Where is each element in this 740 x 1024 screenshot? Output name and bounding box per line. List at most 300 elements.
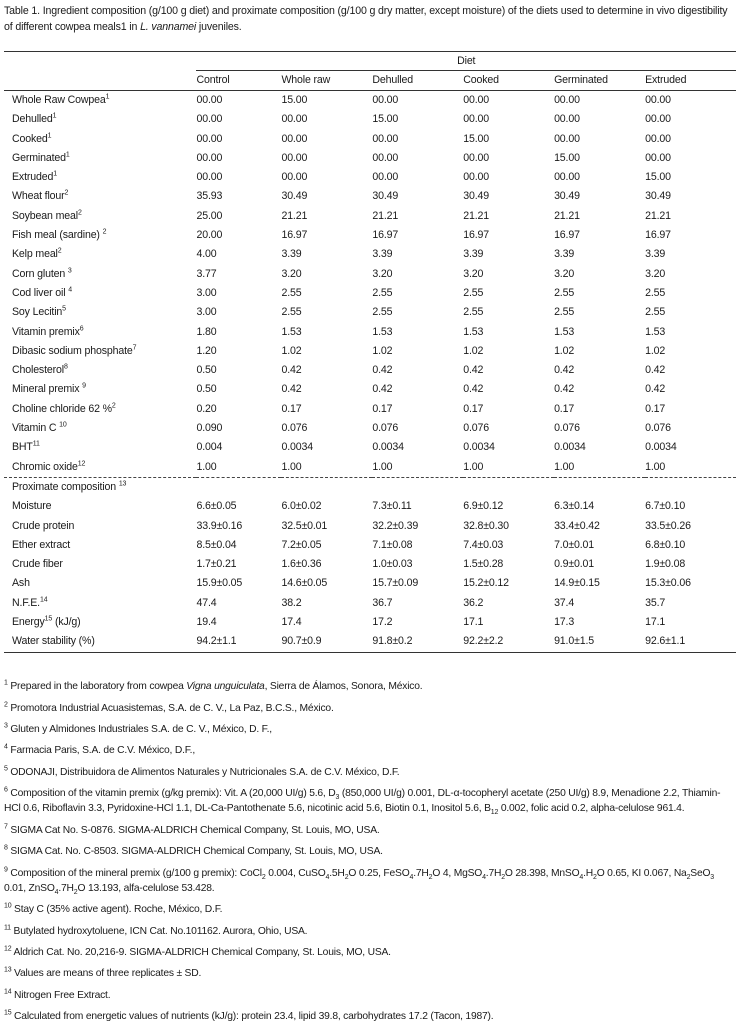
table-cell: 1.53 bbox=[554, 325, 575, 338]
footnote-7 bbox=[4, 823, 736, 838]
row-label bbox=[4, 207, 196, 226]
footnote-text: 0.004, CuSO bbox=[265, 867, 326, 879]
table-cell: 17.3 bbox=[554, 616, 575, 629]
proximate-row bbox=[4, 632, 736, 652]
row-label bbox=[4, 594, 196, 613]
footnote-subscript: 2 bbox=[501, 873, 505, 881]
table-cell: 00.00 bbox=[645, 132, 671, 145]
table-cell: 1.7±0.21 bbox=[196, 558, 237, 571]
table-cell: 1.9±0.08 bbox=[645, 558, 686, 571]
row-label bbox=[4, 361, 196, 380]
ingredient-row bbox=[4, 265, 736, 284]
footnote-text: .7H bbox=[413, 867, 429, 879]
caption-text: Table 1. Ingredient composition (g/100 g diet) and proximate composition (g/100 g dry matter, except moisture) of the diets used to determine in vivo digestibility of different cowpea meals1 in bbox=[4, 5, 728, 33]
row-label-text: Crude protein bbox=[12, 519, 75, 532]
table-cell: 16.97 bbox=[281, 229, 308, 242]
footnote-text: (850,000 UI/g) 0.001, DL-α-tocopheryl acetate (250 UI/g) 8.9, Menadione 2.2, Thiamin-HCl 0.6, Riboflavin 3.3, Pyridoxine-HCl 1.1, DL-Ca-Pantothenate 5.6, nicotinic acid 5.6, Biotin 0.1, Inositol 5.6, B bbox=[4, 788, 721, 815]
footnote-text: O 4, MgSO bbox=[432, 867, 483, 879]
table-cell: 00.00 bbox=[281, 151, 308, 164]
footnote-subscript: 2 bbox=[344, 873, 349, 881]
proximate-header-text: Proximate composition bbox=[12, 480, 119, 493]
footnotes bbox=[4, 673, 736, 1024]
ingredient-row bbox=[4, 130, 736, 149]
table-cell: 35.7 bbox=[645, 596, 666, 609]
footnote-text: Composition of the mineral premix (g/100 g premix): CoCl bbox=[7, 867, 262, 879]
footnote-subscript: 12 bbox=[490, 809, 499, 817]
row-label-text: Germinated bbox=[12, 151, 66, 164]
proximate-row bbox=[4, 555, 736, 574]
footnote-text: SIGMA Cat. No. C-8503. SIGMA-ALDRICH Chemical Company, St. Louis, MO, USA. bbox=[7, 846, 383, 858]
table-cell: 0.076 bbox=[463, 422, 489, 435]
footnote-mark: 14 bbox=[4, 988, 12, 996]
row-label bbox=[4, 517, 196, 536]
footnote-subscript: 3 bbox=[335, 794, 340, 802]
table-cell: 35.93 bbox=[196, 190, 223, 203]
table-cell: 3.20 bbox=[645, 267, 666, 280]
table-cell: 0.0034 bbox=[554, 441, 586, 454]
footnote-text: .H bbox=[583, 867, 593, 879]
footnote-text: .7H bbox=[58, 882, 74, 894]
footnote-subscript: 4 bbox=[579, 873, 584, 881]
ingredient-row bbox=[4, 323, 736, 342]
table-cell: 17.4 bbox=[281, 616, 302, 629]
footnote-mark: 11 bbox=[4, 924, 11, 932]
footnote-text: O 28.398, MnSO bbox=[504, 867, 580, 879]
table-cell: 3.00 bbox=[196, 306, 217, 319]
row-label-footnote: 2 bbox=[111, 402, 116, 410]
table-caption bbox=[4, 3, 736, 35]
row-label-footnote: 11 bbox=[32, 440, 40, 448]
row-label-text: Wheat flour bbox=[12, 190, 65, 203]
table-cell: 25.00 bbox=[196, 209, 223, 222]
table-cell: 15.2±0.12 bbox=[463, 577, 509, 590]
footnote-mark: 8 bbox=[4, 844, 8, 852]
table-cell: 15.00 bbox=[645, 171, 671, 184]
table-cell: 3.39 bbox=[372, 248, 393, 261]
row-label-footnote: 1 bbox=[52, 112, 57, 120]
table-cell: 0.090 bbox=[196, 422, 223, 435]
table-cell: 00.00 bbox=[372, 132, 399, 145]
ingredient-row bbox=[4, 187, 736, 206]
table-cell: 0.0034 bbox=[372, 441, 404, 454]
table-cell: 33.4±0.42 bbox=[554, 519, 600, 532]
ingredient-row bbox=[4, 361, 736, 380]
table-cell: 00.00 bbox=[281, 132, 308, 145]
table-cell: 0.42 bbox=[281, 364, 302, 377]
table-cell: 8.5±0.04 bbox=[196, 538, 237, 551]
table-cell: 3.39 bbox=[554, 248, 575, 261]
column-header-row bbox=[4, 71, 736, 91]
table-cell: 16.97 bbox=[554, 229, 580, 242]
row-label-text: Choline chloride 62 % bbox=[12, 402, 112, 415]
table-cell: 15.9±0.05 bbox=[196, 577, 243, 590]
row-label-footnote: 3 bbox=[67, 267, 72, 275]
table-cell: 3.20 bbox=[463, 267, 484, 280]
table-cell: 7.4±0.03 bbox=[463, 538, 504, 551]
row-label-footnote: 6 bbox=[79, 325, 84, 333]
table-cell: 6.7±0.10 bbox=[645, 500, 686, 513]
table-cell: 91.8±0.2 bbox=[372, 632, 463, 652]
ingredient-row bbox=[4, 91, 736, 111]
table-cell: 94.2±1.1 bbox=[196, 632, 281, 652]
proximate-row bbox=[4, 517, 736, 536]
row-label-text: Cholesterol bbox=[12, 364, 64, 377]
column-header: Dehulled bbox=[372, 71, 463, 91]
table-cell: 30.49 bbox=[463, 190, 489, 203]
row-label bbox=[4, 303, 196, 322]
row-label-text: Energy bbox=[12, 616, 45, 629]
row-label-footnote: 1 bbox=[53, 170, 57, 178]
table-cell: 16.97 bbox=[463, 229, 489, 242]
table-cell: 6.0±0.02 bbox=[281, 500, 322, 513]
table-cell: 15.00 bbox=[463, 132, 489, 145]
row-label-text: BHT bbox=[12, 441, 33, 454]
footnote-text: O 13.193, alfa-celulose 53.428. bbox=[77, 882, 215, 894]
table-cell: 7.0±0.01 bbox=[554, 538, 595, 551]
row-label bbox=[4, 226, 196, 245]
footnote-species: Vigna unguiculata bbox=[186, 681, 265, 693]
table-cell: 00.00 bbox=[196, 171, 223, 184]
table-cell: 1.53 bbox=[645, 325, 666, 338]
table-cell: 00.00 bbox=[463, 151, 489, 164]
table-cell: 7.1±0.08 bbox=[372, 538, 413, 551]
row-label bbox=[4, 168, 196, 187]
proximate-header-row bbox=[4, 477, 736, 497]
table-cell: 0.004 bbox=[196, 441, 223, 454]
footnote-mark: 1 bbox=[4, 679, 8, 687]
table-cell: 21.21 bbox=[554, 209, 580, 222]
table-cell: 3.00 bbox=[196, 286, 217, 299]
table-cell: 6.8±0.10 bbox=[645, 538, 686, 551]
footnote-2 bbox=[4, 701, 736, 716]
header-blank bbox=[4, 52, 196, 71]
table-cell: 32.2±0.39 bbox=[372, 519, 419, 532]
row-label-footnote: 8 bbox=[63, 363, 68, 371]
footnote-text: .7H bbox=[485, 867, 502, 879]
table-cell: 1.02 bbox=[554, 344, 575, 357]
ingredient-row bbox=[4, 342, 736, 361]
footnote-text: Nitrogen Free Extract. bbox=[11, 989, 111, 1001]
row-label-text: Soybean meal bbox=[12, 209, 78, 222]
table-cell: 15.3±0.06 bbox=[645, 577, 691, 590]
table-cell: 00.00 bbox=[281, 171, 308, 184]
table-cell: 1.00 bbox=[281, 458, 372, 478]
row-label-text: Extruded bbox=[12, 171, 54, 184]
footnote-9 bbox=[4, 866, 736, 896]
footnote-text: Farmacia Paris, S.A. de C.V. México, D.F., bbox=[7, 745, 195, 757]
row-label bbox=[4, 574, 196, 593]
row-label-footnote: 1 bbox=[105, 93, 110, 101]
row-label-text: Water stability (%) bbox=[12, 635, 95, 648]
row-label-text: Ether extract bbox=[12, 538, 71, 551]
column-header: Control bbox=[196, 71, 281, 91]
table-cell: 6.9±0.12 bbox=[463, 500, 504, 513]
table-cell: 0.42 bbox=[372, 364, 393, 377]
column-header: Germinated bbox=[554, 71, 645, 91]
table-cell: 3.39 bbox=[463, 248, 484, 261]
table-cell: 0.50 bbox=[196, 364, 217, 377]
table-cell: 00.00 bbox=[372, 171, 399, 184]
table-cell: 15.7±0.09 bbox=[372, 577, 419, 590]
table-cell: 00.00 bbox=[463, 171, 489, 184]
footnote-text: Butylated hydroxytoluene, ICN Cat. No.101162. Aurora, Ohio, USA. bbox=[10, 925, 308, 937]
row-label-text: Dehulled bbox=[12, 113, 53, 126]
row-label-text: Soy Lecitin bbox=[12, 306, 63, 319]
row-label-footnote: 12 bbox=[77, 460, 86, 468]
footnote-text: SIGMA Cat No. S-0876. SIGMA-ALDRICH Chemical Company, St. Louis, MO, USA. bbox=[7, 824, 380, 836]
row-label bbox=[4, 380, 196, 399]
table-cell: 33.9±0.16 bbox=[196, 519, 243, 532]
table-cell: 1.53 bbox=[372, 325, 393, 338]
footnote-mark: 4 bbox=[4, 743, 8, 751]
table-cell: 2.55 bbox=[281, 286, 302, 299]
table-cell: 1.00 bbox=[196, 458, 281, 478]
table-cell: 0.42 bbox=[554, 364, 575, 377]
table-cell: 1.53 bbox=[463, 325, 484, 338]
column-header: Cooked bbox=[463, 71, 554, 91]
footnote-text: 0.01, ZnSO bbox=[4, 882, 55, 894]
footnote-mark: 10 bbox=[4, 902, 12, 910]
row-label bbox=[4, 419, 196, 438]
table-cell: 1.00 bbox=[645, 458, 736, 478]
row-label bbox=[4, 438, 196, 457]
table-cell: 00.00 bbox=[196, 94, 223, 106]
table-cell: 0.9±0.01 bbox=[554, 558, 595, 571]
row-label bbox=[4, 342, 196, 361]
table-cell: 15.00 bbox=[281, 94, 308, 106]
row-label bbox=[4, 632, 196, 652]
table-cell: 36.7 bbox=[372, 596, 393, 609]
proximate-row bbox=[4, 574, 736, 593]
ingredient-row bbox=[4, 245, 736, 264]
row-label-footnote: 10 bbox=[59, 421, 67, 429]
footnote-mark: 7 bbox=[4, 823, 8, 831]
row-label-text: Kelp meal bbox=[12, 248, 58, 261]
table-cell: 00.00 bbox=[554, 132, 580, 145]
table-cell: 0.17 bbox=[372, 402, 393, 415]
table-cell: 0.076 bbox=[281, 422, 308, 435]
table-cell: 00.00 bbox=[645, 94, 671, 106]
row-label-text: Dibasic sodium phosphate bbox=[12, 344, 133, 357]
footnote-5 bbox=[4, 765, 736, 780]
table-cell: 0.42 bbox=[554, 383, 575, 396]
table-cell: 1.02 bbox=[281, 344, 302, 357]
table-cell: 1.02 bbox=[645, 344, 666, 357]
row-label-footnote: 7 bbox=[132, 344, 137, 352]
caption-species: L. vannamei bbox=[140, 21, 197, 33]
ingredient-row bbox=[4, 419, 736, 438]
footnote-text: Gluten y Almidones Industriales S.A. de C. V., México, D. F., bbox=[7, 723, 272, 735]
table-cell: 17.2 bbox=[372, 616, 393, 629]
footnote-subscript: 3 bbox=[710, 873, 714, 881]
footnote-text: O 0.25, FeSO bbox=[348, 867, 410, 879]
table-cell: 30.49 bbox=[372, 190, 399, 203]
table-cell: 0.20 bbox=[196, 402, 217, 415]
row-label bbox=[4, 149, 196, 168]
row-label bbox=[4, 284, 196, 303]
row-label-footnote: 2 bbox=[64, 189, 69, 197]
row-label-text: Vitamin premix bbox=[12, 325, 80, 338]
table-cell: 2.55 bbox=[554, 286, 575, 299]
footnote-text: O 0.65, KI 0.067, Na bbox=[596, 867, 687, 879]
footnote-text: Stay C (35% active agent). Roche, México, D.F. bbox=[11, 904, 223, 916]
row-label bbox=[4, 265, 196, 284]
table-cell: 00.00 bbox=[196, 113, 223, 126]
table-cell: 1.02 bbox=[372, 344, 393, 357]
table-cell: 00.00 bbox=[196, 151, 223, 164]
footnote-text: 0.002, folic acid 0.2, alpha-celulose 961.4. bbox=[498, 803, 685, 815]
footnote-text: , Sierra de Álamos, Sonora, México. bbox=[264, 681, 423, 693]
row-label bbox=[4, 613, 196, 632]
row-label-footnote: 1 bbox=[47, 132, 52, 140]
row-label bbox=[4, 536, 196, 555]
table-cell: 14.9±0.15 bbox=[554, 577, 600, 590]
table-cell: 00.00 bbox=[645, 151, 671, 164]
table-cell: 0.0034 bbox=[281, 441, 313, 454]
table-cell: 1.00 bbox=[372, 458, 463, 478]
row-label bbox=[4, 187, 196, 206]
footnote-8 bbox=[4, 844, 736, 859]
footnote-1 bbox=[4, 679, 736, 694]
footnote-14 bbox=[4, 988, 736, 1003]
composition-table bbox=[4, 52, 736, 653]
table-cell: 1.00 bbox=[554, 458, 645, 478]
ingredient-row bbox=[4, 458, 736, 478]
footnote-text: Values are means of three replicates ± SD. bbox=[11, 968, 202, 980]
table-cell: 37.4 bbox=[554, 596, 575, 609]
ingredient-row bbox=[4, 149, 736, 168]
table-cell: 3.20 bbox=[372, 267, 393, 280]
proximate-row bbox=[4, 613, 736, 632]
footnote-subscript: 2 bbox=[73, 888, 78, 896]
row-label-text: Mineral premix bbox=[12, 383, 83, 396]
footnote-text: .5H bbox=[329, 867, 345, 879]
footnote-3 bbox=[4, 722, 736, 737]
footnote-text: Composition of the vitamin premix (g/kg premix): Vit. A (20,000 UI/g) 5.6, D bbox=[7, 788, 336, 800]
footnote-subscript: 4 bbox=[409, 873, 414, 881]
column-header: Extruded bbox=[645, 71, 736, 91]
footnote-text: Aldrich Cat. No. 20,216-9. SIGMA-ALDRICH Chemical Company, St. Louis, MO, USA. bbox=[11, 946, 391, 958]
row-label-text: Moisture bbox=[12, 500, 52, 513]
footnote-12 bbox=[4, 945, 736, 960]
table-cell: 32.8±0.30 bbox=[463, 519, 509, 532]
table-cell: 90.7±0.9 bbox=[281, 632, 372, 652]
table-cell: 0.42 bbox=[645, 383, 666, 396]
row-label bbox=[4, 91, 196, 111]
table-cell: 17.1 bbox=[645, 616, 666, 629]
table-cell: 92.6±1.1 bbox=[645, 632, 736, 652]
ingredient-row bbox=[4, 438, 736, 457]
table-cell: 0.42 bbox=[463, 364, 484, 377]
footnote-mark: 13 bbox=[4, 966, 12, 974]
header-blank bbox=[4, 71, 196, 91]
footnote-subscript: 4 bbox=[482, 873, 486, 881]
table-cell: 0.50 bbox=[196, 383, 217, 396]
row-label-text: Corn gluten bbox=[12, 267, 68, 280]
table-cell: 30.49 bbox=[554, 190, 580, 203]
table-cell: 00.00 bbox=[554, 94, 580, 106]
footnote-subscript: 2 bbox=[428, 873, 433, 881]
table-cell: 0.42 bbox=[645, 364, 666, 377]
table-cell: 3.39 bbox=[281, 248, 302, 261]
row-label bbox=[4, 497, 196, 516]
table-cell: 00.00 bbox=[554, 113, 580, 126]
row-label bbox=[4, 400, 196, 419]
table-cell: 0.076 bbox=[554, 422, 580, 435]
footnote-text: Calculated from energetic values of nutrients (kJ/g): protein 23.4, lipid 39.8, carbohydrates 17.2 (Tacon, 1987). bbox=[11, 1011, 494, 1023]
table-cell: 00.00 bbox=[463, 113, 489, 126]
footnote-subscript: 4 bbox=[54, 888, 59, 896]
table-cell: 2.55 bbox=[372, 306, 393, 319]
table-cell: 0.42 bbox=[372, 383, 393, 396]
row-label-text: Cooked bbox=[12, 132, 48, 145]
table-cell: 33.5±0.26 bbox=[645, 519, 691, 532]
row-label-footnote: 15 bbox=[44, 615, 53, 623]
row-label-text: Whole Raw Cowpea bbox=[12, 94, 106, 106]
table-cell: 3.77 bbox=[196, 267, 217, 280]
table-cell: 0.17 bbox=[645, 402, 666, 415]
footnote-6 bbox=[4, 786, 736, 816]
row-label bbox=[4, 555, 196, 574]
footnote-mark: 2 bbox=[4, 701, 8, 709]
table-cell: 2.55 bbox=[372, 286, 393, 299]
table-cell: 17.1 bbox=[463, 616, 484, 629]
table-cell: 7.3±0.11 bbox=[372, 500, 412, 513]
table-cell: 47.4 bbox=[196, 596, 217, 609]
table-cell: 16.97 bbox=[645, 229, 671, 242]
table-cell: 3.20 bbox=[281, 267, 302, 280]
table-cell: 2.55 bbox=[645, 306, 666, 319]
table-cell: 0.42 bbox=[463, 383, 484, 396]
row-label-text: Crude fiber bbox=[12, 558, 63, 571]
table-cell: 1.53 bbox=[281, 325, 302, 338]
ingredient-row bbox=[4, 110, 736, 129]
proximate-row bbox=[4, 497, 736, 516]
row-label bbox=[4, 110, 196, 129]
ingredient-row bbox=[4, 380, 736, 399]
footnote-13 bbox=[4, 966, 736, 981]
table-cell: 19.4 bbox=[196, 616, 217, 629]
table-cell: 2.55 bbox=[281, 306, 302, 319]
table-cell: 15.00 bbox=[372, 113, 399, 126]
column-header: Whole raw bbox=[281, 71, 372, 91]
row-label-unit: (kJ/g) bbox=[52, 616, 81, 629]
footnote-text: Promotora Industrial Acuasistemas, S.A. de C. V., La Paz, B.C.S., México. bbox=[7, 702, 334, 714]
row-label bbox=[4, 130, 196, 149]
footnote-4 bbox=[4, 743, 736, 758]
row-label bbox=[4, 323, 196, 342]
table-cell: 0.076 bbox=[645, 422, 671, 435]
table-cell: 1.00 bbox=[463, 458, 554, 478]
table-cell: 0.17 bbox=[463, 402, 484, 415]
table-cell: 00.00 bbox=[372, 94, 399, 106]
footnote-10 bbox=[4, 902, 736, 917]
row-label-footnote: 2 bbox=[102, 228, 107, 236]
table-cell: 00.00 bbox=[645, 113, 671, 126]
proximate-row bbox=[4, 536, 736, 555]
table-cell: 92.2±2.2 bbox=[463, 632, 554, 652]
table-cell: 00.00 bbox=[463, 94, 489, 106]
table-cell: 1.80 bbox=[196, 325, 217, 338]
diet-label: Diet bbox=[196, 52, 736, 71]
row-label-text: Cod liver oil bbox=[12, 286, 69, 299]
table-cell: 30.49 bbox=[645, 190, 671, 203]
footnote-15 bbox=[4, 1009, 736, 1024]
table-cell: 1.5±0.28 bbox=[463, 558, 504, 571]
table-cell: 3.20 bbox=[554, 267, 575, 280]
table-cell: 1.0±0.03 bbox=[372, 558, 413, 571]
table-cell: 6.6±0.05 bbox=[196, 500, 237, 513]
